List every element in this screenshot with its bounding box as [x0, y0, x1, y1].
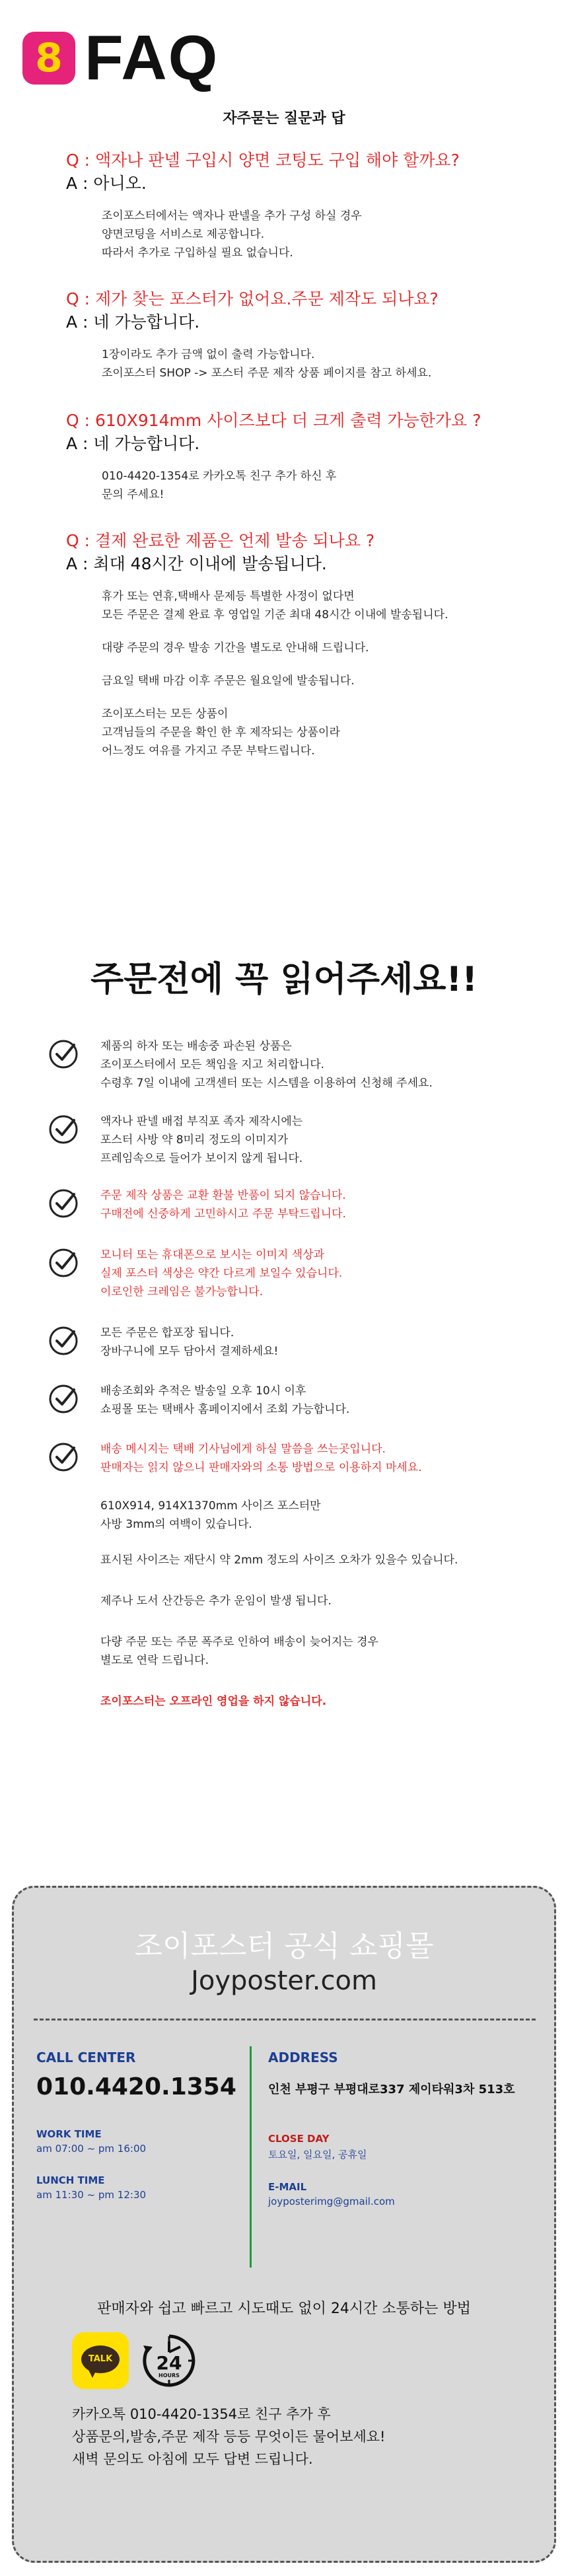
faq-detail-line: 조이포스터에서는 액자나 판넬을 추가 구성 하실 경우 [102, 209, 362, 223]
faq-header [22, 22, 219, 93]
notice-text [100, 1382, 349, 1419]
notice-item [48, 1186, 550, 1223]
faq-question: Q : 제가 찾는 포스터가 없어요.주문 제작도 되나요? [66, 289, 439, 308]
notice-line: 표시된 사이즈는 재단시 약 2mm 정도의 사이즈 오차가 있을수 있습니다. [100, 1554, 458, 1567]
check-circle-icon [48, 1188, 79, 1219]
faq-answer: A : 아니오. [66, 174, 147, 193]
notice-line: 조이포스터에서 모든 책임을 지고 처리합니다. [100, 1058, 325, 1071]
notice-text [100, 1324, 278, 1361]
notice-text [100, 1440, 422, 1477]
notice-line: 모든 주문은 합포장 됩니다. [100, 1326, 234, 1340]
faq-detail-line: 조이포스터 SHOP -> 포스터 주문 제작 상품 페이지를 참고 하세요. [102, 367, 432, 380]
notice-line: 쇼핑몰 또는 택배사 홈페이지에서 조회 가능합니다. [100, 1403, 350, 1416]
notice-line: 배송조회와 추적은 발송일 오후 10시 이후 [100, 1384, 306, 1398]
notice-line: 포스터 사방 약 8미리 정도의 이미지가 [100, 1133, 289, 1147]
notice-line: 조이포스터는 오프라인 영업을 하지 않습니다. [100, 1695, 327, 1708]
notice-item [48, 1382, 550, 1419]
address-value: 인천 부평구 부평대로337 제이타워3차 513호 [268, 2083, 515, 2096]
faq-detail-line: 금요일 택배 마감 이후 주문은 월요일에 발송됩니다. [102, 674, 355, 688]
notice-line: 모니터 또는 휴대폰으로 보시는 이미지 색상과 [100, 1248, 325, 1262]
faq-list [66, 149, 542, 783]
email-value[interactable]: joyposterimg@gmail.com [268, 2196, 395, 2207]
call-center-number[interactable]: 010.4420.1354 [36, 2073, 236, 2100]
faq-answer-details [66, 587, 542, 760]
clock-icon-sublabel: HOURS [159, 2373, 180, 2379]
faq-detail-line: 따라서 추가로 구입하실 필요 없습니다. [102, 246, 293, 260]
address-label: ADDRESS [268, 2050, 338, 2065]
section-number: 8 [35, 35, 63, 81]
faq-answer: A : 네 가능합니다. [66, 312, 200, 332]
check-circle-icon [48, 1247, 79, 1279]
check-circle-icon [48, 1038, 79, 1070]
notice-line: 다량 주문 또는 주문 폭주로 인하여 배송이 늦어지는 경우 [100, 1635, 378, 1649]
notice-line: 제품의 하자 또는 배송중 파손된 상품은 [100, 1040, 292, 1053]
faq-answer-details [66, 345, 542, 382]
notice-text [100, 1246, 342, 1301]
notice-line: 액자나 판넬 배접 부직포 족자 제작시에는 [100, 1115, 303, 1128]
check-circle-icon [48, 1383, 79, 1415]
work-time-label: WORK TIME [36, 2128, 102, 2140]
notice-line: 610X914, 914X1370mm 사이즈 포스터만 [100, 1499, 321, 1513]
faq-answer: A : 네 가능합니다. [66, 434, 200, 453]
notice-line: 수령후 7일 이내에 고객센터 또는 시스템을 이용하여 신청해 주세요. [100, 1077, 433, 1090]
faq-detail-line: 1장이라도 추가 금액 없이 출력 가능합니다. [102, 348, 315, 361]
notice-text [100, 1037, 433, 1092]
notice-line: 구매전에 신중하게 고민하시고 주문 부탁드립니다. [100, 1207, 346, 1221]
kakao-instruction-line: 카카오톡 010-4420-1354로 친구 추가 후 [72, 2406, 331, 2422]
notice-title: 주문전에 꼭 읽어주세요!! [90, 960, 478, 999]
contact-right-column [268, 2050, 546, 2207]
kakaotalk-icon-label: TALK [88, 2354, 113, 2364]
notice-item [48, 1037, 550, 1092]
dashed-divider [34, 2019, 536, 2021]
faq-detail-line: 010-4420-1354로 카카오톡 친구 추가 하신 후 [102, 470, 337, 483]
notice-line: 배송 메시지는 택배 기사님에게 하실 말씀을 쓰는곳입니다. [100, 1443, 386, 1456]
faq-question: Q : 결제 완료한 제품은 언제 발송 되나요 ? [66, 531, 375, 550]
page-title: FAQ [85, 22, 219, 93]
notice-plain-item [48, 1692, 550, 1711]
kakao-instruction-line: 상품문의,발송,주문 제작 등등 무엇이든 물어보세요! [72, 2429, 386, 2445]
faq-item [66, 287, 542, 382]
notice-line: 제주나 도서 산간등은 추가 운임이 발생 됩니다. [100, 1594, 332, 1608]
notice-plain-item [48, 1633, 550, 1670]
kakao-instruction-line: 새벽 문의도 아침에 모두 답변 드립니다. [72, 2451, 313, 2467]
notice-text [100, 1112, 302, 1168]
notice-line: 실제 포스터 색상은 약간 다르게 보일수 있습니다. [100, 1267, 343, 1280]
check-circle-icon [48, 1114, 79, 1145]
faq-detail-line: 양면코팅을 서비스로 제공합니다. [102, 228, 265, 241]
section-number-badge [22, 32, 75, 85]
call-center-label: CALL CENTER [36, 2050, 136, 2065]
kakao-headline: 판매자와 쉽고 빠르고 시도때도 없이 24시간 소통하는 방법 [97, 2301, 471, 2317]
faq-answer-details [66, 467, 542, 504]
faq-detail-line: 어느정도 여유를 가지고 주문 부탁드립니다. [102, 744, 315, 758]
notice-line: 주문 제작 상품은 교환 환불 반품이 되지 않습니다. [100, 1189, 346, 1202]
check-circle-icon [48, 1325, 79, 1357]
shop-domain-link[interactable]: Joyposter.com [191, 1966, 377, 1996]
clock-icon-label: 24 [156, 2352, 182, 2374]
notice-plain-item [48, 1551, 550, 1569]
faq-answer: A : 최대 48시간 이내에 발송됩니다. [66, 554, 327, 573]
faq-item [66, 529, 542, 760]
faq-detail-line: 고객님들의 주문을 확인 한 후 제작되는 상품이라 [102, 726, 340, 739]
faq-detail-line: 모든 주문은 결제 완료 후 영업일 기준 최대 48시간 이내에 발송됩니다. [102, 608, 448, 622]
faq-item [66, 409, 542, 504]
notice-line: 프레임속으로 들어가 보이지 않게 됩니다. [100, 1152, 303, 1165]
notice-line: 사방 3mm의 여백이 있습니다. [100, 1518, 252, 1531]
faq-detail-line: 휴가 또는 연휴,택배사 문제등 특별한 사정이 없다면 [102, 590, 355, 603]
notice-line: 이로인한 크레임은 불가능합니다. [100, 1285, 264, 1299]
kakaotalk-icon[interactable] [72, 2332, 129, 2389]
lunch-time-value: am 11:30 ~ pm 12:30 [36, 2189, 147, 2201]
kakao-instructions [72, 2403, 385, 2470]
notice-item [48, 1440, 550, 1477]
notice-plain-item [48, 1497, 550, 1534]
notice-text [100, 1186, 346, 1223]
shop-info-box [12, 1886, 556, 2563]
notice-item [48, 1246, 550, 1301]
notice-plain-item [48, 1592, 550, 1610]
faq-detail-line: 조이포스터는 모든 상품이 [102, 707, 229, 721]
column-divider [250, 2046, 252, 2268]
faq-answer-details [66, 207, 542, 262]
lunch-time-label: LUNCH TIME [36, 2174, 105, 2186]
page-subtitle: 자주묻는 질문과 답 [223, 110, 345, 127]
contact-icons [72, 2332, 197, 2389]
faq-item [66, 149, 542, 262]
notice-line: 별도로 연락 드립니다. [100, 1654, 209, 1667]
notice-list [48, 1037, 550, 1711]
close-day-value: 토요일, 일요일, 공휴일 [268, 2149, 367, 2161]
faq-question: Q : 액자나 판넬 구입시 양면 코팅도 구입 해야 할까요? [66, 151, 460, 170]
work-time-value: am 07:00 ~ pm 16:00 [36, 2143, 147, 2155]
contact-left-column [36, 2050, 234, 2201]
faq-question: Q : 610X914mm 사이즈보다 더 크게 출력 가능한가요 ? [66, 411, 481, 430]
24-hours-clock-icon [141, 2332, 197, 2389]
check-circle-icon [48, 1441, 79, 1473]
email-label: E-MAIL [268, 2181, 307, 2193]
shop-title: 조이포스터 공식 쇼핑몰 [134, 1929, 434, 1963]
notice-line: 판매자는 읽지 않으니 판매자와의 소통 방법으로 이용하지 마세요. [100, 1461, 422, 1474]
notice-item [48, 1112, 550, 1168]
faq-detail-line: 대량 주문의 경우 발송 기간을 별도로 안내해 드립니다. [102, 641, 369, 655]
faq-detail-line: 문의 주세요! [102, 488, 164, 501]
notice-line: 장바구니에 모두 담아서 결제하세요! [100, 1345, 279, 1358]
notice-item [48, 1324, 550, 1361]
close-day-label: CLOSE DAY [268, 2133, 330, 2145]
